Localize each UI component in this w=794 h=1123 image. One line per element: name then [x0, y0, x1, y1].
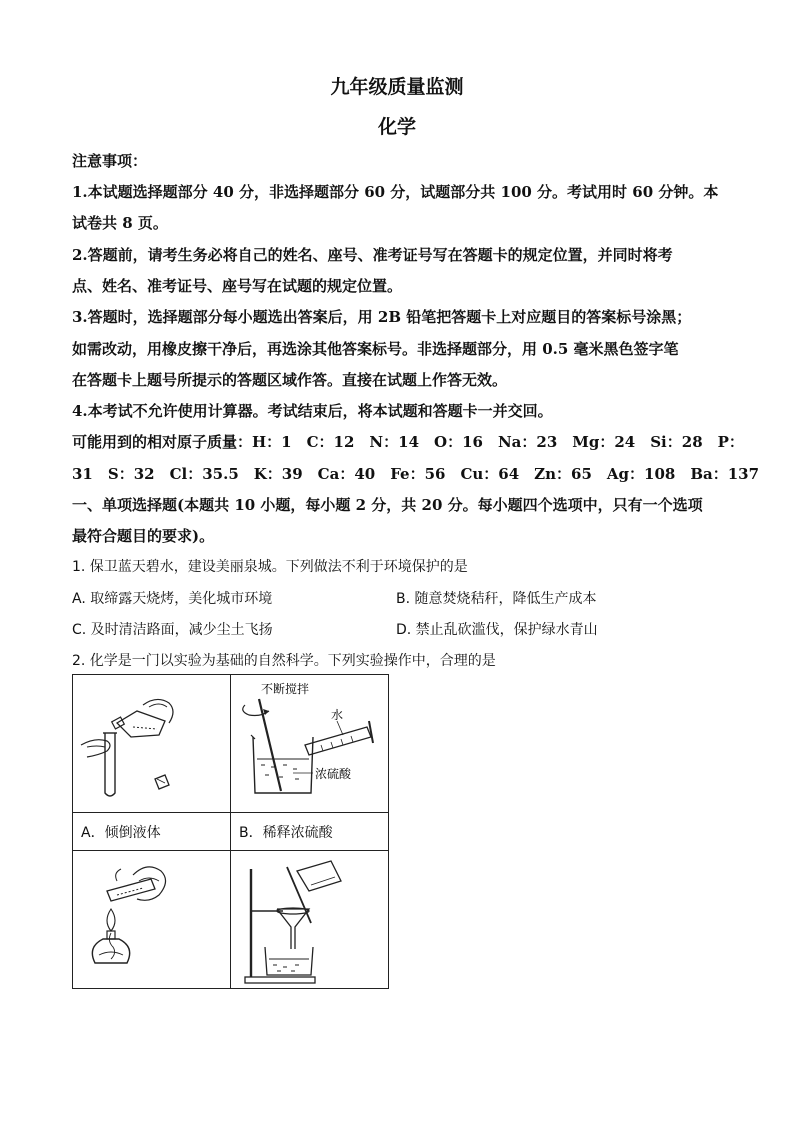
notice-line: 在答题卡上题号所提示的答题区域作答。直接在试题上作答无效。 — [72, 371, 508, 389]
notice-line: 如需改动，用橡皮擦干净后，再选涂其他答案标号。非选择题部分，用 0.5 毫米黑色签字笔 — [72, 340, 679, 358]
notice-line: 试卷共 8 页。 — [72, 214, 168, 232]
q1-option-d: D. 禁止乱砍滥伐，保护绿水青山 — [396, 622, 598, 638]
caption-b: B．稀释浓硫酸 — [231, 813, 389, 851]
figure-cell-c — [73, 851, 231, 989]
figure-cell-d — [231, 851, 389, 989]
q1-option-b: B. 随意焚烧秸秆，降低生产成本 — [396, 591, 597, 607]
label-acid: 浓硫酸 — [315, 767, 352, 781]
notice-line: 1.本试题选择题部分 40 分，非选择题部分 60 分，试题部分共 100 分。考试用时 60 分钟。本 — [72, 183, 719, 201]
q1-option-a: A. 取缔露天烧烤，美化城市环境 — [72, 591, 273, 607]
dilute-acid-illustration — [231, 675, 380, 812]
notice-line: 3.答题时，选择题部分每小题选出答案后，用 2B 铅笔把答题卡上对应题目的答案标号涂黑； — [72, 308, 692, 326]
section-heading: 一、单项选择题(本题共 10 小题，每小题 2 分，共 20 分。每小题四个选项中，只有一个选项 — [72, 496, 703, 514]
pour-liquid-illustration — [73, 675, 222, 812]
subject-title: 化学 — [377, 116, 416, 138]
label-stir: 不断搅拌 — [261, 682, 310, 696]
notice-line: 2.答题前，请考生务必将自己的姓名、座号、准考证号写在答题卡的规定位置，并同时将考 — [72, 246, 673, 264]
filtration-illustration — [231, 851, 380, 988]
atomic-mass-line: 31 S：32 Cl：35.5 K：39 Ca：40 Fe：56 Cu：64 Zn：65 Ag：108 Ba：137 — [72, 465, 760, 483]
caption-a: A．倾倒液体 — [73, 813, 231, 851]
q2-figure-grid — [72, 674, 389, 989]
q1-option-c: C. 及时清洁路面，减少尘土飞扬 — [72, 622, 273, 638]
figure-cell-a — [73, 675, 231, 813]
page-title: 九年级质量监测 — [330, 76, 464, 98]
figure-cell-b — [231, 675, 389, 813]
question-2-stem: 2. 化学是一门以实验为基础的自然科学。下列实验操作中，合理的是 — [72, 653, 496, 669]
heat-liquid-illustration — [73, 851, 222, 988]
notice-heading: 注意事项： — [72, 152, 148, 170]
atomic-mass-line: 可能用到的相对原子质量：H：1 C：12 N：14 O：16 Na：23 Mg：24 Si：28 P： — [72, 433, 744, 451]
label-water: 水 — [331, 708, 344, 722]
notice-line: 4.本考试不允许使用计算器。考试结束后，将本试题和答题卡一并交回。 — [72, 402, 553, 420]
section-heading-cont: 最符合题目的要求)。 — [72, 527, 215, 545]
notice-line: 点、姓名、准考证号、座号写在试题的规定位置。 — [72, 277, 403, 295]
question-1-stem: 1. 保卫蓝天碧水，建设美丽泉城。下列做法不利于环境保护的是 — [72, 559, 468, 575]
